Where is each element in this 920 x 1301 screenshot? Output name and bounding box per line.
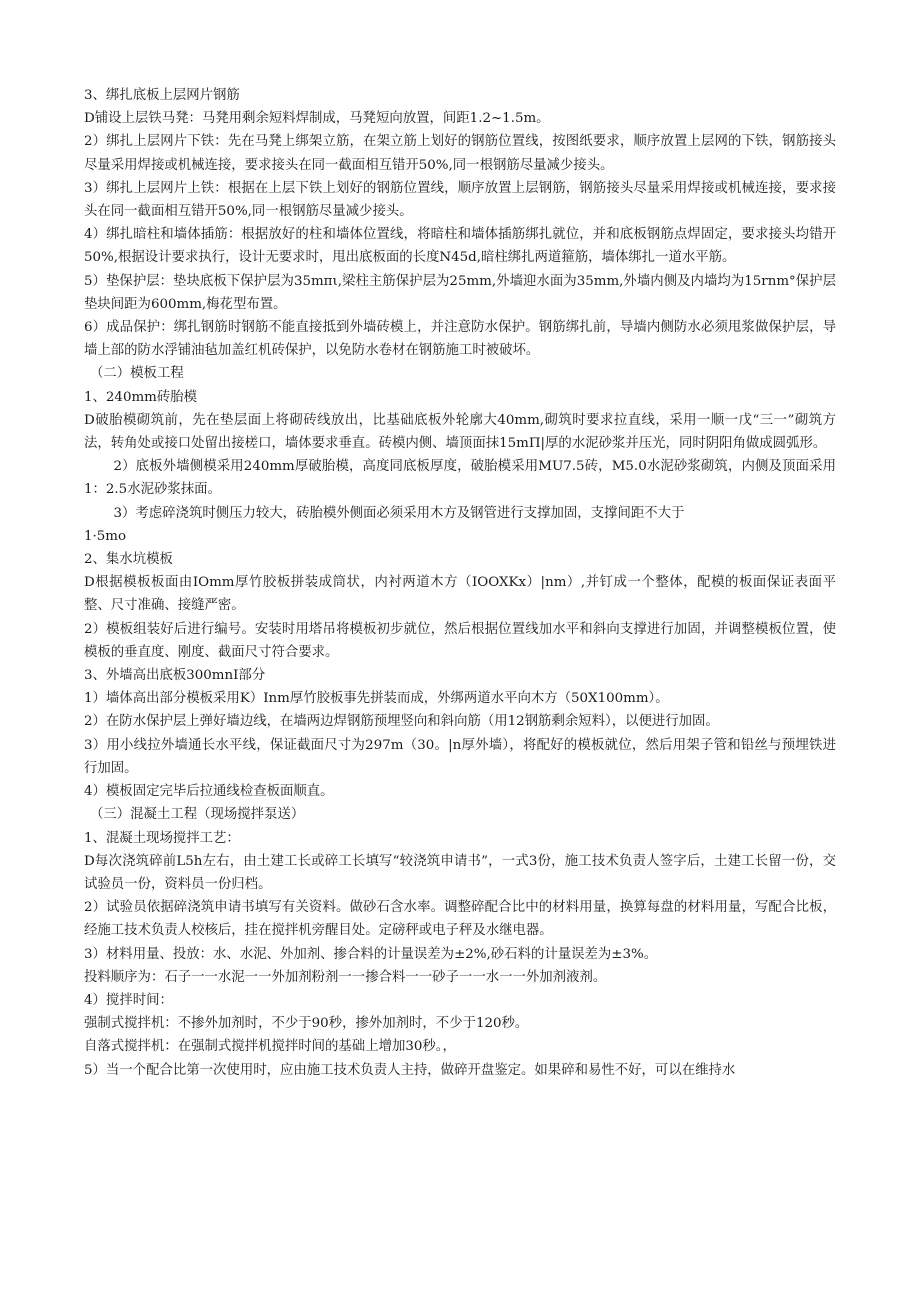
section-heading-concrete: （三）混凝土工程（现场搅拌泵送） — [90, 807, 305, 823]
heading-rebar-upper-mesh: 3、绑扎底板上层网片钢筋 — [84, 88, 240, 103]
paragraph: 投料顺序为：石子一一水泥一一外加剂粉剂一一掺合料一一砂子一一水一一外加剂液剂。 — [84, 969, 607, 985]
paragraph: 2）试验员依据碎浇筑申请书填写有关资料。做砂石含水率。调整碎配合比中的材料用量，换算每盘的材料用量，写配合比板，经施工技术负责人校核后，挂在搅拌机旁醒目处。定磅秤或电子秤及水继电器。 — [84, 900, 836, 939]
paragraph: 自落式搅拌机：在强制式搅拌机搅拌时间的基础上增加30秒。， — [84, 1039, 456, 1055]
paragraph: D铺设上层铁马凳：马凳用剩余短料焊制成，马凳短向放置，间距1.2~1.5m。 — [84, 111, 550, 127]
paragraph: 5）垫保护层：垫块底板下保护层为35mπι,梁柱主筋保护层为25mm,外墙迎水面为35mm,外墙内侧及内墙均为15rnm°保护层垫块间距为600mm,梅花型布置。 — [84, 273, 836, 312]
paragraph: 2）模板组装好后进行编号。安装时用塔吊将模板初步就位，然后根据位置线加水平和斜向支撑进行加固，并调整模板位置，使模板的垂直度、刚度、截面尺寸符合要求。 — [84, 621, 836, 660]
paragraph: 3）用小线拉外墙通长水平线，保证截面尺寸为297m（30。|n厚外墙），将配好的模板就位，然后用架子管和铅丝与预埋铁进行加固。 — [84, 737, 836, 776]
paragraph: 3）考虑碎浇筑时侧压力较大，砖胎模外侧面必须采用木方及钢管进行支撑加固，支撑间距不大于 — [113, 505, 685, 521]
subheading-mixing-process: 1、混凝土现场搅拌工艺： — [84, 830, 240, 846]
section-heading-formwork: （二）模板工程 — [90, 366, 184, 382]
paragraph: 3）材料用量、投放：水、水泥、外加剂、掺合料的计量误差为±2%,砂石料的计量误差为±3%。 — [84, 946, 658, 962]
paragraph: 2）在防水保护层上弹好墙边线，在墙两边焊钢筋预埋竖向和斜向筋（用12钢筋剩余短料），以便进行加固。 — [84, 714, 719, 730]
paragraph: 5）当一个配合比第一次使用时，应由施工技术负责人主持，做碎开盘鉴定。如果碎和易性不好，可以在维持水 — [84, 1062, 736, 1078]
paragraph: 3）绑扎上层网片上铁：根据在上层下铁上划好的钢筋位置线，顺序放置上层钢筋，钢筋接头尽量采用焊接或机械连接，要求接头在同一截面相互错开50%,同一根钢筋尽量减少接头。 — [84, 180, 836, 220]
paragraph: 强制式搅拌机：不掺外加剂时，不少于90秒，掺外加剂时，不少于120秒。 — [84, 1016, 529, 1032]
paragraph: 4）绑扎暗柱和墙体插筋：根据放好的柱和墙体位置线，将暗柱和墙体插筋绑扎就位，并和底板钢筋点焊固定，要求接头均错开50%,根据设计要求执行，设计无要求时，甩出底板面的长度N45d,暗柱绑扎两道箍筋，墙体绑扎一道水平筋。 — [84, 227, 836, 266]
paragraph: 4）模板固定完毕后拉通线检查板面顺直。 — [84, 784, 334, 800]
paragraph: 2）绑扎上层网片下铁：先在马凳上绑架立筋，在架立筋上划好的钢筋位置线，按图纸要求，顺序放置上层网的下铁，钢筋接头尽量采用焊接或机械连接，要求接头在同一截面相互错开50%,同一根钢筋尽量减少接头。 — [84, 134, 836, 173]
paragraph: 1·5mo — [84, 528, 127, 544]
paragraph: D每次浇筑碎前L5h左右，由土建工长或碎工长填写“较浇筑申请书”，一式3份，施工技术负责人签字后，土建工长留一份，交试验员一份，资料员一份归档。 — [84, 853, 836, 892]
paragraph: 1）墙体高出部分模板采用K）Inm厚竹胶板事先拼装而成，外绑两道水平向木方（50X100mm）。 — [84, 691, 669, 707]
subheading-outer-wall: 3、外墙高出底板300mnI部分 — [84, 668, 266, 684]
subheading-brick-mold: 1、240mm砖胎模 — [84, 389, 198, 405]
paragraph: 6）成品保护：绑扎钢筋时钢筋不能直接抵到外墙砖模上，并注意防水保护。钢筋绑扎前，导墙内侧防水必须甩浆做保护层，导墙上部的防水浮铺油毡加盖红机砖保护，以免防水卷材在钢筋施工时被破坏。 — [84, 320, 836, 359]
subheading-sump-formwork: 2、集水坑模板 — [84, 552, 173, 568]
paragraph: 4）搅拌时间： — [84, 992, 173, 1008]
paragraph: 2）底板外墙侧模采用240mm厚破胎模，高度同底板厚度，破胎模采用MU7.5砖，M5.0水泥砂浆砌筑，内侧及顶面采用1：2.5水泥砂浆抹面。 — [84, 459, 836, 498]
paragraph: D根据模板板面由IOmm厚竹胶板拼装成筒状，内衬两道木方（IOOXKx）|nm）,并钉成一个整体，配模的板面保证表面平整、尺寸准确、接缝严密。 — [84, 575, 836, 614]
paragraph: D破胎模砌筑前，先在垫层面上将砌砖线放出，比基础底板外轮廓大40mm,砌筑时要求拉直线，采用一顺一戊“三一”砌筑方法，转角处或接口处留出接槎口，墙体要求垂直。砖模内侧、墙顶面抹15mΠ|厚的水泥砂浆并压光，同时阴阳角做成圆弧形。 — [84, 412, 836, 452]
